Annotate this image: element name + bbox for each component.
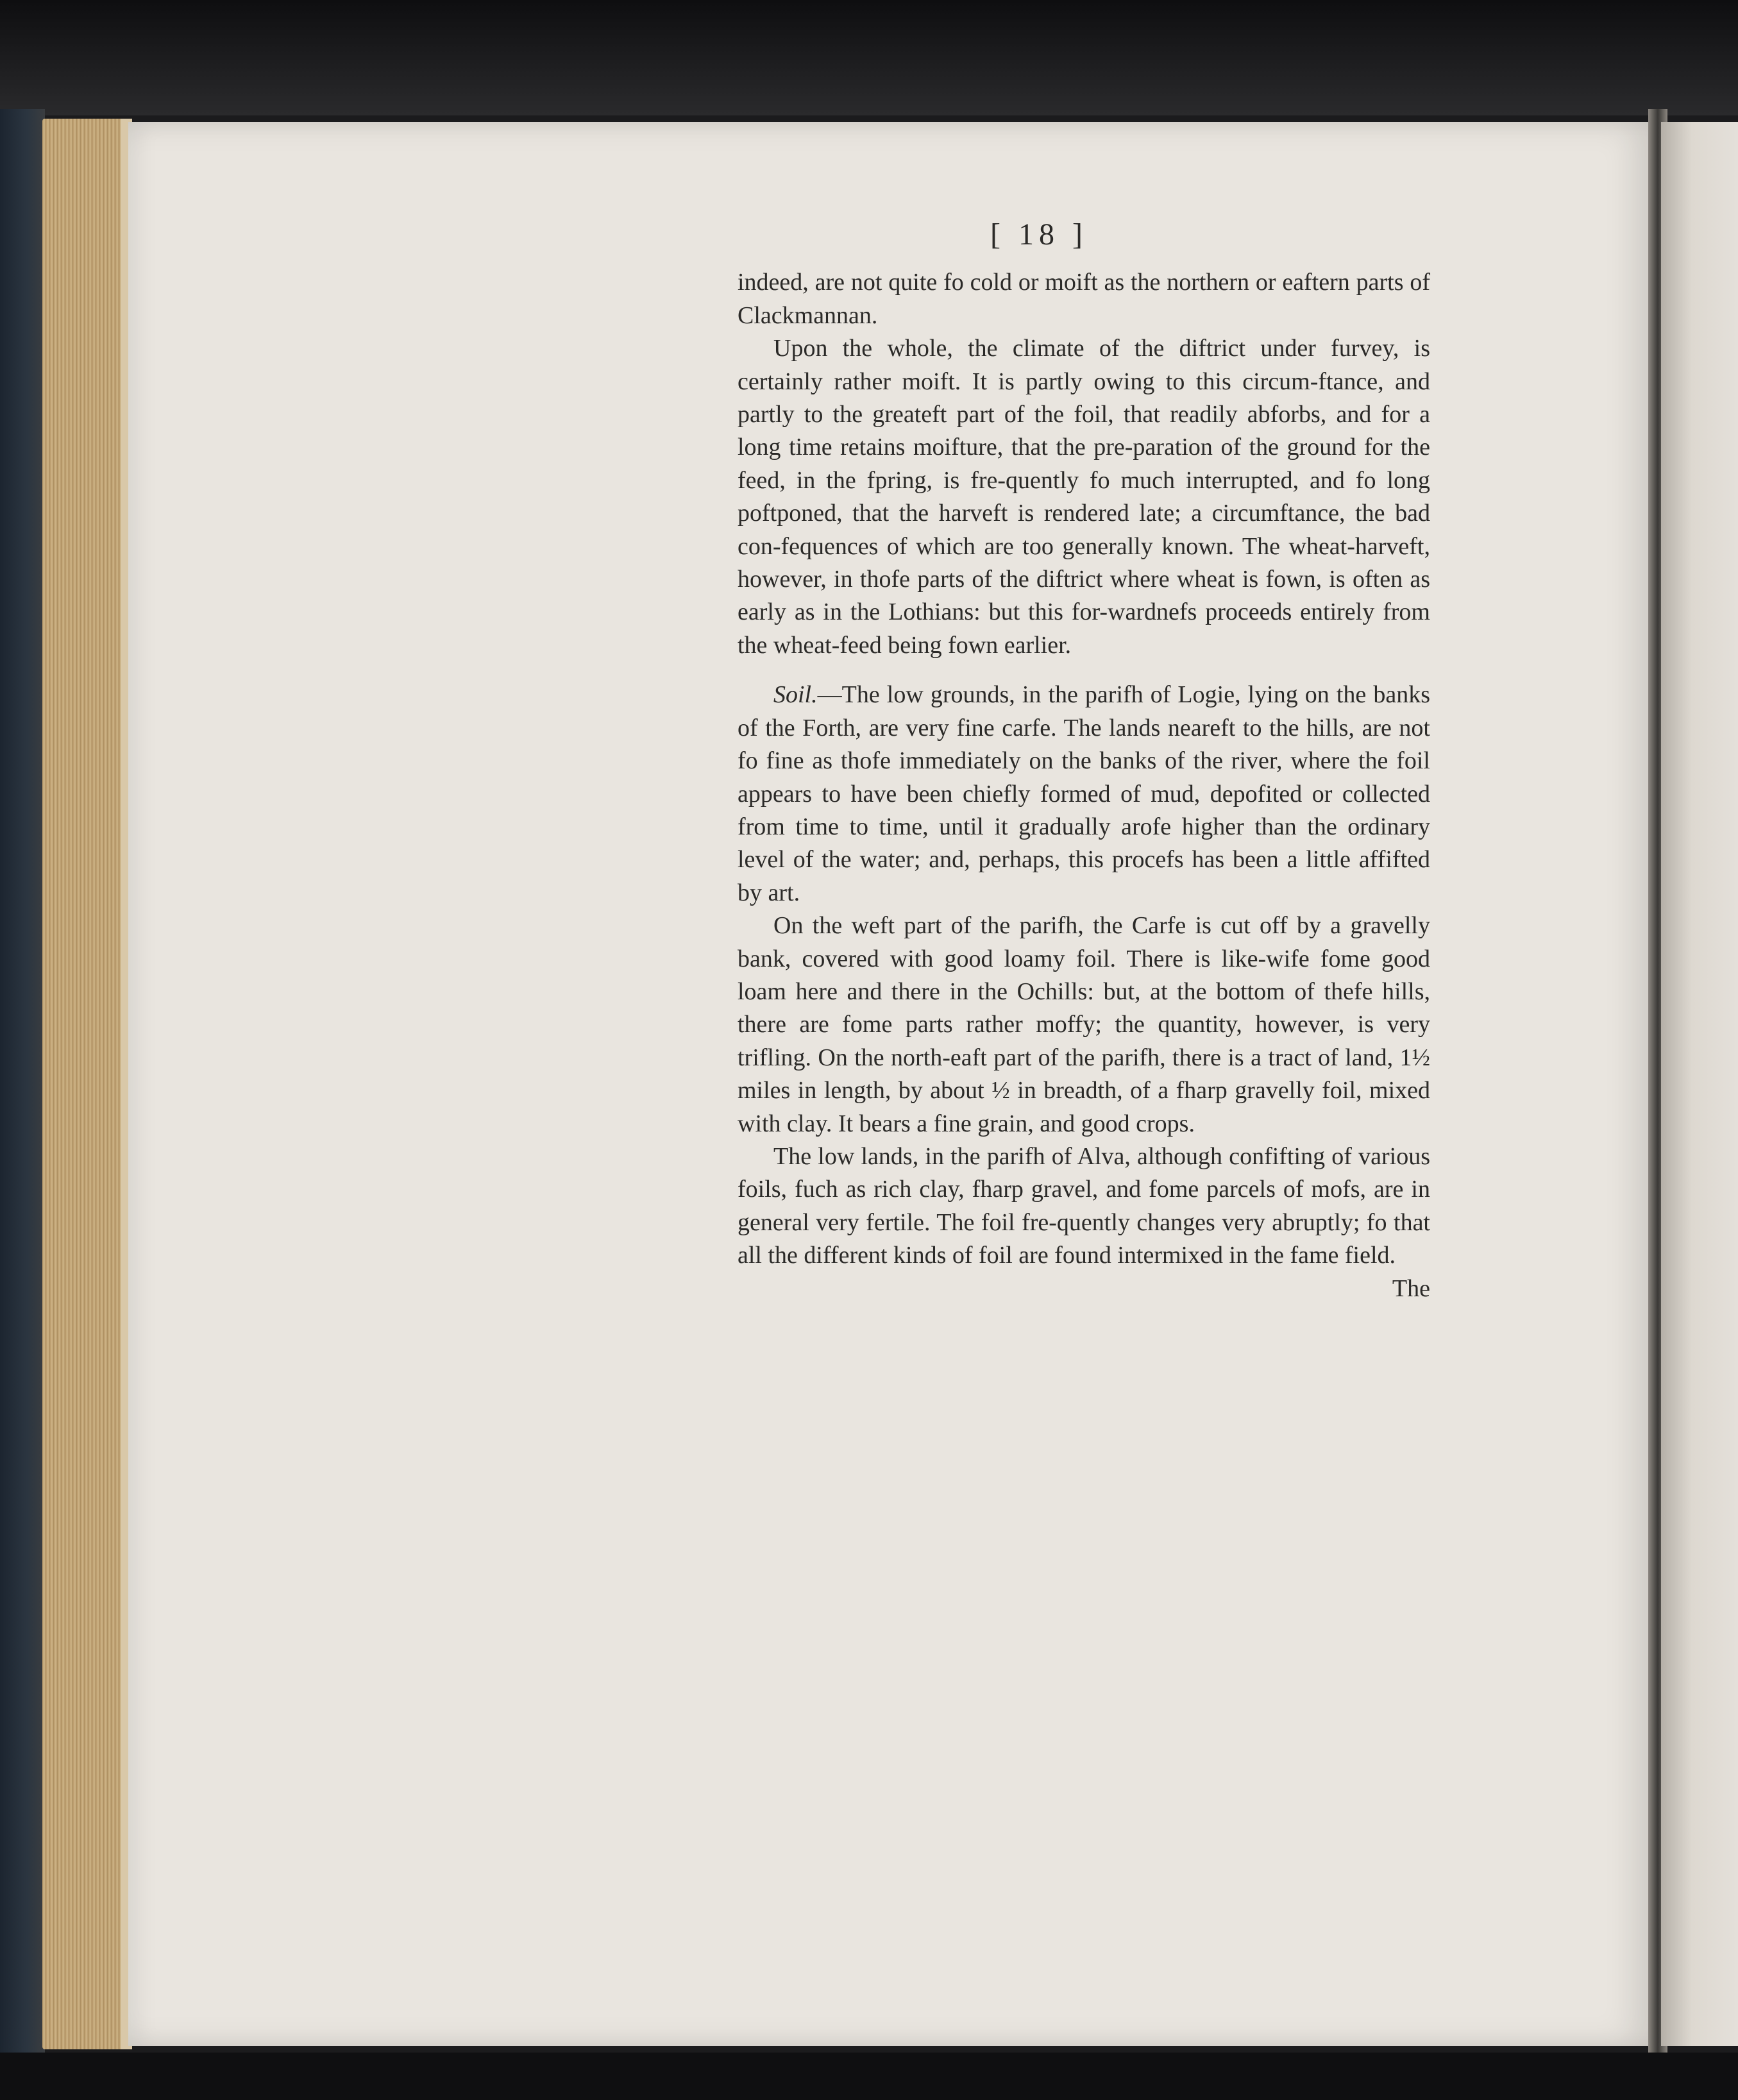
paragraph-2: Upon the whole, the climate of the diftrict under furvey, is certainly rather moift. It is partly owing to this circum-ftance, and partly to the greateft part of the foil, that readily abforbs, and for a long time retains moifture, that the pre-paration of the ground for the feed, in the fpring, is fre-quently fo much interrupted, and fo long poftponed, that the harveft is rendered late; a circumftance, the bad con-fequences of which are too generally known. The wheat-harveft, however, in thofe parts of the diftrict where wheat is fown, is often as early as in the Lothians: but this for-wardnefs proceeds entirely from the wheat-feed being fown earlier.	[738, 335, 1430, 659]
paragraph-5: The low lands, in the parifh of Alva, although confifting of various foils, fuch as rich clay, fharp gravel, and fome parcels of mofs, are in general very fertile. The foil fre-quently changes very abruptly; fo that all the different kinds of foil are found intermixed in the fame field.	[738, 1142, 1430, 1269]
backdrop-top	[0, 0, 1738, 115]
catchword: The	[1392, 1274, 1430, 1302]
paragraph-3	[738, 679, 1430, 910]
backdrop-bottom	[0, 2053, 1738, 2100]
section-heading-soil: Soil.	[773, 681, 818, 709]
page-edges	[42, 119, 132, 2049]
page-text-block	[738, 218, 1430, 1305]
facing-page-edge	[1661, 122, 1738, 2046]
page-number: [ 18 ]	[990, 217, 1088, 251]
paragraph-4: On the weft part of the parifh, the Carfe is cut off by a gravelly bank, covered with good loamy foil. There is like-wife fome good loam here and there in the Ochills: but, at the bottom of thefe hills, there are fome parts rather moffy; the quantity, however, is very trifling. On the north-eaft part of the parifh, there is a tract of land, 1½ miles in length, by about ½ in breadth, of a fharp gravelly foil, mixed with clay. It bears a fine grain, and good crops.	[738, 912, 1430, 1137]
paragraph-1: indeed, are not quite fo cold or moift as the northern or eaftern parts of Clackmannan.	[738, 269, 1430, 329]
book-cover-edge	[0, 109, 45, 2059]
paragraph-3-text: —The low grounds, in the parifh of Logie, lying on the banks of the Forth, are very fine carfe. The lands neareft to the hills, are not fo fine as thofe immediately on the banks of the river, where the foil appears to have been chiefly formed of mud, depofited or collected from time to time, until it gradually arofe higher than the ordinary level of the water; and, perhaps, this procefs has been a little affifted by art.	[738, 681, 1430, 906]
